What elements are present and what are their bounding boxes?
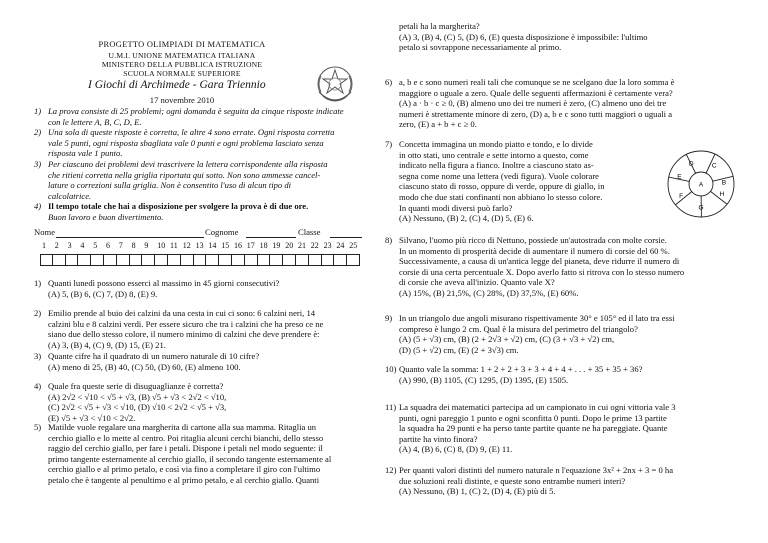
question-text xyxy=(399,313,675,355)
answer-options: (E) √5 + √3 < √10 < 2√2. xyxy=(48,412,136,423)
answer-options: (D) (5 + √2) cm, (E) (2 + 3√3) cm. xyxy=(399,344,519,355)
answer-cell[interactable] xyxy=(194,254,207,266)
question-number: 12) xyxy=(385,465,397,475)
question-line: Emilio prende al buio dei calzini da una cesta in cui ci sono: 6 calzini neri, 14 xyxy=(48,308,316,318)
rule-text xyxy=(48,106,344,127)
rule-number: 2) xyxy=(34,127,42,138)
grid-number: 1 xyxy=(42,241,46,250)
name-field[interactable] xyxy=(56,237,204,238)
answer-cell[interactable] xyxy=(117,254,130,266)
question-text xyxy=(399,77,674,130)
question-line: compreso è lungo 2 cm. Qual è la misura del perimetro del triangolo? xyxy=(399,323,638,334)
question-line: partite ha vinto finora? xyxy=(399,433,478,444)
answer-options: (A) 3, (B) 4, (C) 5, (D) 6, (E) questa disposizione è impossibile: l'ultimo xyxy=(399,31,648,42)
answer-grid-numbers xyxy=(40,241,360,253)
grid-number: 6 xyxy=(106,241,110,250)
question-line: In un momento di prosperità decide di aumentare il numero di corsie del 60 %. xyxy=(399,245,670,256)
question-number: 9) xyxy=(385,313,393,323)
surname-field[interactable] xyxy=(246,237,296,238)
question-number: 2) xyxy=(34,308,42,318)
rule-number: 4) xyxy=(34,201,42,212)
grid-number: 21 xyxy=(298,241,306,250)
surname-label: Cognome xyxy=(205,227,239,237)
question-text xyxy=(399,235,684,299)
question-line: maggiore o uguale a zero. Quale delle seguenti affermazioni è certamente vera? xyxy=(399,87,673,98)
grid-number: 2 xyxy=(54,241,59,250)
answer-options: (A) Nessuno, (B) 2, (C) 4, (D) 5, (E) 6. xyxy=(399,213,534,224)
question-number: 11) xyxy=(385,402,397,412)
answer-cell[interactable] xyxy=(104,254,117,266)
question-line: a, b e c sono numeri reali tali che comunque se ne scelgano due la loro somma è xyxy=(399,77,675,87)
question-line: due soluzioni reali distinte, e queste sono entrambe numeri interi? xyxy=(399,475,626,486)
answer-cell[interactable] xyxy=(309,254,322,266)
grid-number: 7 xyxy=(118,241,123,250)
state-label: B xyxy=(721,179,727,187)
grid-number: 4 xyxy=(80,241,85,250)
answer-options: (A) 3, (B) 4, (C) 9, (D) 15, (E) 21. xyxy=(48,339,166,350)
states-figure xyxy=(665,148,737,224)
question-line: punti, ogni pareggio 1 punto e ogni sconfitta 0 punti. Dopo le prime 13 partite xyxy=(399,412,667,423)
question-line: (A) 2√2 < √10 < √5 + √3, (B) √5 + √3 < 2√2 < √10, xyxy=(48,391,227,402)
state-label: F xyxy=(679,193,684,200)
answer-cell[interactable] xyxy=(219,254,232,266)
answer-options: (A) 4, (B) 6, (C) 8, (D) 9, (E) 11. xyxy=(399,444,513,455)
answer-cell[interactable] xyxy=(232,254,245,266)
grid-number: 18 xyxy=(259,241,268,250)
grid-number: 3 xyxy=(67,241,72,250)
rule-line: che ritieni corretta nella griglia riportata qui sotto. Non sono ammesse cancel- xyxy=(48,169,321,180)
grid-number: 15 xyxy=(221,241,230,250)
question-text xyxy=(399,402,676,455)
question-number: 10) xyxy=(385,364,397,374)
exam-date: 17 novembre 2010 xyxy=(149,95,215,105)
grid-number: 9 xyxy=(144,241,149,250)
question-line: cerchio giallo e lo mette al centro. Poi ritaglia alcuni cerchi bianchi, dello stesso xyxy=(48,432,324,443)
question-line: primo tangente esternamente al cerchio giallo, il secondo tangente esternamente al xyxy=(48,453,332,464)
answer-cell[interactable] xyxy=(296,254,309,266)
question-line: Silvano, l'uomo più ricco di Nettuno, possiede un'autostrada con molte corsie. xyxy=(399,235,667,245)
question-line: Concetta immagina un mondo piatto e tondo, e lo divide xyxy=(399,139,593,149)
answer-options: (A) 5, (B) 6, (C) 7, (D) 8, (E) 9. xyxy=(48,288,158,299)
answer-cell[interactable] xyxy=(334,254,347,266)
answer-options: zero, (E) a + b + c ≥ 0. xyxy=(399,119,477,130)
question-line: Quale fra queste serie di disuguaglianze è corretta? xyxy=(48,381,224,391)
answer-cell[interactable] xyxy=(78,254,91,266)
question-number: 1) xyxy=(34,278,42,288)
grid-number: 10 xyxy=(157,241,166,250)
question-line: Quanto vale la somma: 1 + 2 + 2 + 3 + 3 + 4 + 4 + . . . + 35 + 35 + 36? xyxy=(399,364,643,374)
question-text xyxy=(48,381,226,423)
question-line: segna come nome una lettera (vedi figura). Vuole colorare xyxy=(399,170,599,181)
state-label-center: A xyxy=(698,181,704,189)
name-label: Nome xyxy=(34,227,56,237)
answer-options-cont: petalo si sovrappone necessariamente al primo. xyxy=(399,42,562,53)
grid-number: 12 xyxy=(182,241,191,250)
answer-cell[interactable] xyxy=(66,254,79,266)
state-label: D xyxy=(688,160,694,168)
grid-number: 16 xyxy=(234,241,242,250)
question-line: numeri è strettamente minore di zero, (D) a, b e c sono tutti maggiori o uguali a xyxy=(399,108,673,119)
rule-line: risposta vale 1 punto. xyxy=(48,148,123,159)
question-line: Matilde vuole regalare una margherita di cartone alla sua mamma. Ritaglia un xyxy=(48,422,317,432)
rule-text xyxy=(48,127,334,159)
header-line-1: U.M.I. UNIONE MATEMATICA ITALIANA xyxy=(108,51,256,60)
rule-number: 3) xyxy=(34,159,42,169)
state-label: E xyxy=(677,173,682,181)
grid-number: 5 xyxy=(93,241,98,250)
answer-cell[interactable] xyxy=(258,254,271,266)
state-label: C xyxy=(711,162,717,170)
rule-line: calcolatrice. xyxy=(48,190,92,201)
grid-number: 17 xyxy=(246,241,255,250)
question-text xyxy=(399,139,605,224)
question-line: (C) 2√2 < √5 + √3 < √10, (D) √10 < 2√2 < √5 + √3, xyxy=(48,402,227,413)
question-line: Successivamente, a causa di un'antica legge del pianeta, deve ridurre il numero di xyxy=(399,256,680,267)
question-line: In quanti modi diversi può farlo? xyxy=(399,202,513,213)
question-line: Quanti lunedì possono esserci al massimo in 45 giorni consecutivi? xyxy=(48,278,280,288)
question-line: In un triangolo due angoli misurano rispettivamente 30° e 105° ed il lato tra essi xyxy=(399,313,675,323)
rule-text xyxy=(48,159,328,201)
answer-cell[interactable] xyxy=(181,254,194,266)
answer-cell[interactable] xyxy=(168,254,181,266)
header-org: PROGETTO OLIMPIADI DI MATEMATICA xyxy=(98,40,266,49)
question-line: La squadra dei matematici partecipa ad un campionato in cui ogni vittoria vale 3 xyxy=(399,402,676,412)
question-line: (A) (5 + √3) cm, (B) (2 + 2√3 + √2) cm, (C) (3 + √3 + √2) cm, xyxy=(399,334,615,345)
question-line: corsie di una certa percentuale X. Dopo averlo fatto si ritrova con lo stesso numero xyxy=(399,266,685,277)
question-line: raggio del cerchio giallo, per fare i petali. Dispone i petali nel modo seguente: il xyxy=(48,443,323,454)
question-text xyxy=(399,364,642,385)
answer-cell[interactable] xyxy=(53,254,66,266)
answer-cell[interactable] xyxy=(142,254,155,266)
grid-number: 19 xyxy=(272,241,281,250)
rule-line: Buon lavoro e buon divertimento. xyxy=(48,211,164,222)
question-line: Quante cifre ha il quadrato di un numero naturale di 10 cifre? xyxy=(48,351,260,361)
grid-number: 8 xyxy=(131,241,136,250)
question-line: siano due dello stesso colore, il numero minimo di calzini che deve prendere è: xyxy=(48,329,320,340)
question-text xyxy=(48,351,259,372)
answer-cell[interactable] xyxy=(322,254,335,266)
grid-number: 20 xyxy=(285,241,294,250)
question-line: calzini blu e 8 calzini verdi. Per essere sicuro che tra i calzini che ha preso ce ne xyxy=(48,318,324,329)
answer-grid xyxy=(40,254,360,268)
question-line: ciascuno stato di rosso, oppure di verde, oppure di giallo, in xyxy=(399,181,605,192)
question-text xyxy=(48,308,323,350)
question-number: 3) xyxy=(34,351,42,361)
grid-number: 13 xyxy=(195,241,204,250)
question-text xyxy=(48,278,279,299)
header-line-2: MINISTERO DELLA PUBBLICA ISTRUZIONE xyxy=(101,60,263,69)
question-line: petali ha la margherita? xyxy=(399,21,480,31)
state-border xyxy=(675,192,691,205)
answer-cell[interactable] xyxy=(130,254,143,266)
question-number: 6) xyxy=(385,77,393,87)
answer-cell[interactable] xyxy=(40,254,53,266)
rule-line: lature o correzioni sulla griglia. Non è consentito l'uso di alcun tipo di xyxy=(48,180,292,191)
rule-text xyxy=(48,201,308,222)
question-line: petalo che è tangente al penultimo e al primo petalo, e al cerchio giallo. Quanti xyxy=(48,474,320,485)
answer-cell[interactable] xyxy=(245,254,258,266)
grid-number: 25 xyxy=(349,241,358,250)
grid-number: 22 xyxy=(310,241,319,250)
rule-line: Per ciascuno dei problemi devi trascrivere la lettera corrispondente alla risposta xyxy=(48,159,328,169)
rule-line: Una sola di queste risposte è corretta, le altre 4 sono errate. Ogni risposta corretta xyxy=(48,127,335,138)
grid-number: 23 xyxy=(323,241,332,250)
answer-options: (A) 15%, (B) 21,5%, (C) 28%, (D) 37,5%, (E) 60%. xyxy=(399,287,579,298)
question-text xyxy=(399,21,648,53)
rule-line: vale 5 punti, ogni risposta sbagliata vale 0 punti e ogni problema lasciato senza xyxy=(48,137,324,148)
question-line: indicato nella figura a fianco. Inoltre a ciascuno stato as- xyxy=(399,160,594,171)
answer-cell[interactable] xyxy=(206,254,219,266)
question-line: in otto stati, uno centrale e sette intorno a questo, come xyxy=(399,149,589,160)
class-field[interactable] xyxy=(330,237,362,238)
question-line: di corsie che aveva all'inizio. Quanto vale X? xyxy=(399,277,555,288)
question-text xyxy=(399,465,673,497)
header-line-3: SCUOLA NORMALE SUPERIORE xyxy=(123,69,241,78)
rule-line: La prova consiste di 25 problemi; ogni domanda è seguita da cinque risposte indicate xyxy=(48,106,344,116)
question-text xyxy=(48,422,331,486)
page-title: I Giochi di Archimede - Gara Triennio xyxy=(88,79,266,91)
emblem-icon xyxy=(313,62,357,108)
state-label: G xyxy=(698,204,704,212)
answer-cell[interactable] xyxy=(91,254,104,266)
question-number: 4) xyxy=(34,381,42,391)
rule-line: Il tempo totale che hai a disposizione per svolgere la prova è di due ore. xyxy=(48,201,309,212)
question-number: 8) xyxy=(385,235,393,245)
grid-number: 24 xyxy=(336,241,345,250)
question-line: modo che due stati confinanti non abbiano lo stesso colore. xyxy=(399,191,603,202)
question-line: (A) a · b · c ≥ 0, (B) almeno uno dei tre numeri è zero, (C) almeno uno dei tre xyxy=(399,98,667,109)
grid-number: 11 xyxy=(170,241,178,250)
question-number: 5) xyxy=(34,422,42,432)
rule-number: 1) xyxy=(34,106,42,116)
answer-cell[interactable] xyxy=(270,254,283,266)
question-line: la squadra ha 29 punti e ha perso tante partite quante ne ha pareggiate. Quante xyxy=(399,423,668,434)
answer-cell[interactable] xyxy=(155,254,168,266)
rule-line: con le lettere A, B, C, D, E. xyxy=(48,116,142,127)
class-label: Classe xyxy=(298,227,321,237)
question-line: Per quanti valori distinti del numero naturale n l'equazione 3x² + 2nx + 3 = 0 ha xyxy=(399,465,674,475)
question-line: cerchio giallo e al primo petalo, e così via fino a completare il giro con l'ultimo xyxy=(48,464,321,475)
answer-cell[interactable] xyxy=(283,254,296,266)
state-label: H xyxy=(719,191,725,199)
answer-options: (A) Nessuno, (B) 1, (C) 2, (D) 4, (E) più di 5. xyxy=(399,486,556,497)
question-number: 7) xyxy=(385,139,393,149)
answer-options: (A) meno di 25, (B) 40, (C) 50, (D) 60, (E) almeno 100. xyxy=(48,361,241,372)
answer-options: (A) 990, (B) 1105, (C) 1295, (D) 1395, (E) 1505. xyxy=(399,374,569,385)
grid-number: 14 xyxy=(208,241,217,250)
answer-cell[interactable] xyxy=(347,254,360,266)
